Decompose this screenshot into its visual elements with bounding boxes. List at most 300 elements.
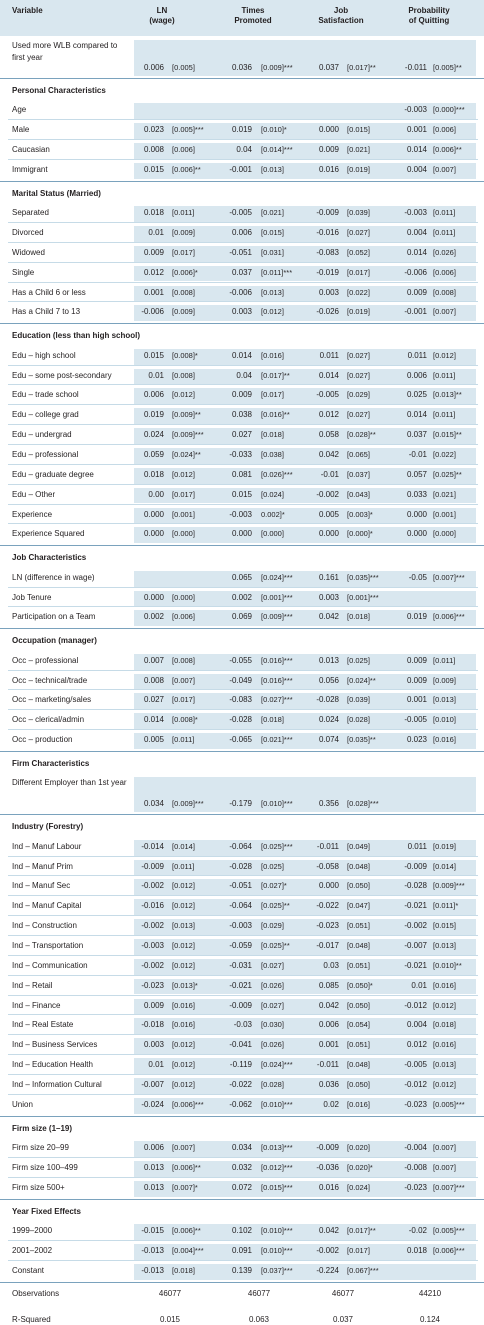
standard-error: [0.005]: [172, 62, 195, 72]
coefficient: -0.021: [404, 960, 427, 970]
section-divider: [0, 814, 484, 815]
coefficient: 0.069: [231, 612, 252, 622]
coefficient: 0.000: [318, 125, 339, 135]
coefficient: -0.179: [229, 799, 252, 809]
standard-error: [0.011]: [433, 370, 456, 380]
row-label: Occ – professional: [12, 655, 79, 665]
standard-error: [0.051]: [347, 921, 370, 931]
standard-error: [0.010]**: [433, 960, 462, 970]
standard-error: [0.017]: [347, 267, 370, 277]
cell-shade: [134, 571, 224, 587]
coefficient: 0.139: [231, 1265, 252, 1275]
section-title: Education (less than high school): [12, 331, 141, 341]
section-divider: [0, 323, 484, 324]
coefficient: 0.003: [231, 307, 252, 317]
row-rule: [8, 444, 478, 445]
coefficient: 0.014: [406, 247, 427, 257]
coefficient: -0.051: [229, 247, 252, 257]
coefficient: 0.009: [406, 287, 427, 297]
coefficient: 0.000: [143, 592, 164, 602]
row-rule: [8, 1074, 478, 1075]
standard-error: [0.006]: [433, 267, 456, 277]
coefficient: 0.04: [236, 144, 252, 154]
coefficient: -0.003: [404, 105, 427, 115]
row-rule: [8, 262, 478, 263]
standard-error: [0.015]: [261, 227, 284, 237]
coefficient: -0.006: [141, 307, 164, 317]
coefficient: 0.042: [318, 449, 339, 459]
coefficient: 0.006: [143, 390, 164, 400]
coefficient: 0.000: [318, 881, 339, 891]
cell-shade: [304, 103, 398, 119]
standard-error: [0.024]: [347, 1182, 370, 1192]
coefficient: 0.015: [231, 489, 252, 499]
standard-error: [0.007]*: [172, 1182, 198, 1192]
coefficient: 0.074: [318, 735, 339, 745]
coefficient: 0.027: [143, 695, 164, 705]
coefficient: -0.009: [141, 861, 164, 871]
section-divider: [0, 1116, 484, 1117]
coefficient: 0.024: [143, 430, 164, 440]
coefficient: 0.009: [143, 1000, 164, 1010]
cell-shade: [224, 103, 304, 119]
standard-error: [0.021]***: [261, 735, 293, 745]
coefficient: -0.007: [141, 1079, 164, 1089]
row-rule: [8, 955, 478, 956]
standard-error: [0.024]***: [261, 572, 293, 582]
standard-error: [0.011]***: [261, 267, 293, 277]
header-line: of Quitting: [408, 16, 450, 25]
header-variable: Variable: [12, 6, 43, 15]
coefficient: 0.000: [143, 529, 164, 539]
standard-error: [0.018]: [261, 715, 284, 725]
standard-error: [0.007]***: [433, 1182, 465, 1192]
coefficient: 0.000: [143, 509, 164, 519]
header-line: Times: [241, 6, 265, 15]
coefficient: 0.004: [406, 227, 427, 237]
row-label: Occ – production: [12, 735, 73, 745]
coefficient: -0.023: [316, 921, 339, 931]
coefficient: -0.028: [316, 695, 339, 705]
row-rule: [8, 1094, 478, 1095]
row-rule: [8, 119, 478, 120]
coefficient: 0.009: [318, 144, 339, 154]
row-rule: [8, 935, 478, 936]
standard-error: [0.028]: [261, 1079, 284, 1089]
coefficient: 0.001: [406, 125, 427, 135]
row-label: Single: [12, 267, 35, 277]
row-label: Experience Squared: [12, 529, 85, 539]
standard-error: [0.009]***: [261, 62, 293, 72]
standard-error: [0.016]***: [261, 675, 293, 685]
coefficient: 0.065: [231, 572, 252, 582]
coefficient: -0.055: [229, 655, 252, 665]
row-label: Separated: [12, 208, 49, 218]
standard-error: [0.007]: [172, 1143, 195, 1153]
standard-error: [0.013]: [433, 940, 456, 950]
standard-error: [0.067]***: [347, 1265, 379, 1275]
row-rule: [8, 464, 478, 465]
standard-error: [0.021]: [261, 208, 284, 218]
standard-error: [0.005]***: [172, 125, 204, 135]
row-label: Ind – Transportation: [12, 940, 84, 950]
standard-error: [0.024]**: [347, 675, 376, 685]
coefficient: 0.005: [318, 509, 339, 519]
standard-error: [0.005]***: [433, 1099, 465, 1109]
coefficient: 0.015: [143, 350, 164, 360]
coefficient: -0.062: [229, 1099, 252, 1109]
row-label: Edu – undergrad: [12, 430, 72, 440]
coefficient: 0.002: [143, 612, 164, 622]
standard-error: [0.050]*: [347, 980, 373, 990]
row-label: Ind – Business Services: [12, 1040, 98, 1050]
standard-error: [0.012]: [172, 901, 195, 911]
coefficient: -0.023: [141, 980, 164, 990]
standard-error: [0.020]: [347, 1143, 370, 1153]
row-label: Experience: [12, 509, 53, 519]
standard-error: [0.015]**: [433, 430, 462, 440]
coefficient: 0.081: [231, 469, 252, 479]
stat-value: 44210: [418, 1288, 442, 1298]
standard-error: [0.006]: [172, 612, 195, 622]
coefficient: 0.012: [318, 410, 339, 420]
row-label: Occ – technical/trade: [12, 675, 88, 685]
coefficient: -0.049: [229, 675, 252, 685]
coefficient: -0.005: [404, 1060, 427, 1070]
section-title: Marital Status (Married): [12, 188, 101, 198]
section-title: Firm Characteristics: [12, 759, 90, 768]
standard-error: [0.027]: [261, 1000, 284, 1010]
row-rule: [8, 689, 478, 690]
standard-error: [0.009]: [433, 675, 456, 685]
row-label: Ind – Manuf Labour: [12, 841, 82, 851]
standard-error: [0.027]: [347, 227, 370, 237]
stat-value: 46077: [158, 1288, 182, 1298]
coefficient: 0.009: [143, 247, 164, 257]
coefficient: 0.042: [318, 612, 339, 622]
coefficient: -0.083: [229, 695, 252, 705]
row-label: 1999–2000: [12, 1226, 53, 1236]
coefficient: 0.037: [406, 430, 427, 440]
row-label: Has a Child 6 or less: [12, 287, 86, 297]
standard-error: [0.001]***: [347, 592, 379, 602]
coefficient: -0.003: [141, 940, 164, 950]
standard-error: [0.048]: [347, 1060, 370, 1070]
standard-error: [0.007]: [172, 675, 195, 685]
standard-error: [0.014]: [433, 861, 456, 871]
coefficient: 0.009: [406, 675, 427, 685]
row-rule: [8, 1034, 478, 1035]
row-label: Edu – professional: [12, 449, 79, 459]
coefficient: 0.058: [318, 430, 339, 440]
row-rule: [8, 504, 478, 505]
coefficient: 0.014: [406, 144, 427, 154]
coefficient: 0.019: [143, 410, 164, 420]
coefficient: 0.001: [318, 1040, 339, 1050]
standard-error: [0.024]: [261, 489, 284, 499]
standard-error: [0.011]: [433, 227, 456, 237]
row-label: Occ – marketing/sales: [12, 695, 92, 705]
standard-error: [0.035]**: [347, 735, 376, 745]
coefficient: -0.224: [316, 1265, 339, 1275]
coefficient: 0.006: [318, 1020, 339, 1030]
standard-error: [0.010]*: [261, 125, 287, 135]
coefficient: 0.034: [231, 1143, 252, 1153]
standard-error: [0.013]: [261, 164, 284, 174]
header-line: (wage): [149, 16, 175, 25]
row-rule: [8, 856, 478, 857]
row-label: Edu – high school: [12, 350, 76, 360]
standard-error: [0.027]: [347, 410, 370, 420]
standard-error: [0.005]***: [433, 1226, 465, 1236]
standard-error: [0.010]***: [261, 1246, 293, 1255]
stat-value: 46077: [247, 1288, 271, 1298]
standard-error: [0.010]***: [261, 799, 293, 809]
standard-error: [0.018]: [433, 1020, 456, 1030]
coefficient: 0.014: [143, 715, 164, 725]
standard-error: [0.007]: [433, 1162, 456, 1172]
standard-error: [0.050]: [347, 1000, 370, 1010]
standard-error: [0.006]**: [172, 1226, 201, 1236]
coefficient: 0.023: [143, 125, 164, 135]
cell-shade: [398, 777, 476, 813]
standard-error: [0.016]**: [261, 410, 290, 420]
coefficient: -0.016: [141, 901, 164, 911]
coefficient: -0.023: [404, 1099, 427, 1109]
row-rule: [8, 1240, 478, 1241]
standard-error: [0.031]: [261, 247, 284, 257]
standard-error: [0.009]**: [172, 410, 201, 420]
standard-error: [0.017]: [261, 390, 284, 400]
standard-error: [0.016]: [172, 1000, 195, 1010]
coefficient: 0.033: [406, 489, 427, 499]
standard-error: [0.000]: [172, 529, 195, 539]
row-rule: [8, 587, 478, 588]
coefficient: 0.00: [148, 489, 164, 499]
standard-error: [0.009]: [172, 307, 195, 317]
coefficient: -0.004: [404, 1143, 427, 1153]
header-probability-quitting: [389, 6, 469, 26]
coefficient: -0.059: [229, 940, 252, 950]
standard-error: [0.013]*: [172, 980, 198, 990]
row-label: LN (difference in wage): [12, 572, 95, 582]
row-rule: [8, 1260, 478, 1261]
header-times-promoted: [213, 6, 293, 26]
standard-error: [0.065]: [347, 449, 370, 459]
standard-error: [0.048]: [347, 940, 370, 950]
standard-error: [0.025]: [261, 861, 284, 871]
coefficient: -0.064: [229, 841, 252, 851]
row-label: Participation on a Team: [12, 612, 96, 622]
standard-error: [0.051]: [347, 1040, 370, 1050]
coefficient: 0.014: [231, 350, 252, 360]
standard-error: [0.012]: [172, 940, 195, 950]
coefficient: 0.018: [143, 469, 164, 479]
coefficient: -0.001: [404, 307, 427, 317]
standard-error: [0.016]: [433, 1040, 456, 1050]
standard-error: [0.020]*: [347, 1162, 373, 1172]
row-label: Ind – Manuf Prim: [12, 861, 73, 871]
standard-error: [0.008]: [172, 655, 195, 665]
standard-error: [0.028]***: [347, 799, 379, 809]
coefficient: -0.019: [316, 267, 339, 277]
section-divider: [0, 78, 484, 79]
coefficient: 0.024: [318, 715, 339, 725]
coefficient: -0.011: [316, 841, 339, 851]
standard-error: [0.050]: [347, 1079, 370, 1089]
row-label: Used more WLB compared to first year: [12, 41, 118, 62]
coefficient: -0.002: [141, 921, 164, 931]
standard-error: [0.006]***: [172, 1099, 204, 1109]
coefficient: -0.003: [229, 921, 252, 931]
standard-error: [0.017]**: [347, 1226, 376, 1236]
standard-error: [0.000]: [261, 529, 284, 539]
coefficient: 0.009: [231, 390, 252, 400]
row-rule: [8, 895, 478, 896]
standard-error: [0.006]***: [433, 1246, 465, 1255]
standard-error: [0.009]***: [172, 799, 204, 809]
standard-error: [0.039]: [347, 208, 370, 218]
coefficient: -0.006: [404, 267, 427, 277]
standard-error: [0.024]**: [172, 449, 201, 459]
standard-error: [0.013]: [261, 287, 284, 297]
standard-error: [0.011]: [433, 410, 456, 420]
standard-error: [0.037]: [347, 469, 370, 479]
coefficient: 0.000: [406, 529, 427, 539]
row-rule: [8, 222, 478, 223]
row-label: Different Employer than 1st year: [12, 777, 127, 787]
coefficient: 0.01: [148, 227, 164, 237]
coefficient: -0.026: [316, 307, 339, 317]
standard-error: [0.018]: [172, 1265, 195, 1275]
coefficient: -0.003: [229, 509, 252, 519]
row-label: Caucasian: [12, 144, 50, 154]
coefficient: 0.013: [143, 1182, 164, 1192]
standard-error: [0.050]: [347, 881, 370, 891]
standard-error: [0.024]***: [261, 1060, 293, 1070]
coefficient: 0.023: [406, 735, 427, 745]
row-label: Union: [12, 1099, 33, 1109]
stat-label: Observations: [12, 1288, 60, 1298]
row-label: Ind – Real Estate: [12, 1020, 74, 1030]
coefficient: -0.002: [316, 1246, 339, 1255]
standard-error: 0.002]*: [261, 509, 285, 519]
standard-error: [0.003]*: [347, 509, 373, 519]
coefficient: 0.091: [231, 1246, 252, 1255]
header-job-satisfaction: [301, 6, 381, 26]
row-rule: [8, 365, 478, 366]
standard-error: [0.030]: [261, 1020, 284, 1030]
coefficient: 0.000: [406, 509, 427, 519]
coefficient: 0.001: [406, 695, 427, 705]
standard-error: [0.006]: [172, 144, 195, 154]
coefficient: -0.012: [404, 1000, 427, 1010]
standard-error: [0.015]: [347, 125, 370, 135]
coefficient: -0.009: [229, 1000, 252, 1010]
standard-error: [0.000]*: [347, 529, 373, 539]
header-ln-wage: [122, 6, 202, 26]
coefficient: 0.003: [143, 1040, 164, 1050]
coefficient: -0.119: [229, 1060, 252, 1070]
coefficient: 0.016: [318, 164, 339, 174]
coefficient: -0.009: [316, 208, 339, 218]
coefficient: 0.003: [318, 592, 339, 602]
coefficient: 0.038: [231, 410, 252, 420]
row-rule: [8, 670, 478, 671]
standard-error: [0.017]: [172, 247, 195, 257]
standard-error: [0.008]: [172, 370, 195, 380]
coefficient: 0.011: [407, 841, 427, 851]
row-label: Firm size 100–499: [12, 1162, 78, 1172]
row-label: Divorced: [12, 227, 44, 237]
row-rule: [8, 159, 478, 160]
coefficient: -0.015: [141, 1226, 164, 1236]
stat-value: 0.037: [332, 1314, 354, 1324]
coefficient: 0.037: [318, 62, 339, 72]
section-title: Occupation (manager): [12, 636, 97, 646]
coefficient: 0.161: [318, 572, 339, 582]
coefficient: 0.018: [143, 208, 164, 218]
standard-error: [0.011]: [433, 208, 456, 218]
coefficient: 0.008: [143, 144, 164, 154]
coefficient: -0.01: [320, 469, 339, 479]
standard-error: [0.007]: [433, 164, 456, 174]
standard-error: [0.017]: [347, 1246, 370, 1255]
standard-error: [0.035]***: [347, 572, 379, 582]
table-header: [0, 0, 484, 36]
standard-error: [0.047]: [347, 901, 370, 911]
standard-error: [0.025]***: [261, 841, 293, 851]
stat-value: 0.124: [419, 1314, 441, 1324]
coefficient: 0.000: [318, 529, 339, 539]
row-rule: [8, 729, 478, 730]
standard-error: [0.018]: [261, 430, 284, 440]
coefficient: 0.02: [323, 1099, 339, 1109]
coefficient: 0.012: [143, 267, 164, 277]
row-rule: [8, 424, 478, 425]
coefficient: 0.018: [406, 1246, 427, 1255]
standard-error: [0.011]: [172, 735, 195, 745]
coefficient: -0.002: [141, 960, 164, 970]
standard-error: [0.012]: [433, 1000, 456, 1010]
standard-error: [0.000]: [172, 592, 195, 602]
row-label: Widowed: [12, 247, 45, 257]
section-divider: [0, 751, 484, 752]
coefficient: -0.012: [404, 1079, 427, 1089]
standard-error: [0.029]: [347, 390, 370, 400]
coefficient: 0.032: [231, 1162, 252, 1172]
section-title: Industry (Forestry): [12, 822, 84, 832]
coefficient: -0.041: [229, 1040, 252, 1050]
standard-error: [0.015]***: [261, 1182, 293, 1192]
row-rule: [8, 709, 478, 710]
standard-error: [0.017]: [172, 489, 195, 499]
row-rule: [8, 301, 478, 302]
row-label: Job Tenure: [12, 592, 52, 602]
coefficient: 0.037: [231, 267, 252, 277]
coefficient: 0.004: [406, 1020, 427, 1030]
section-divider: [0, 628, 484, 629]
standard-error: [0.039]: [347, 695, 370, 705]
standard-error: [0.048]: [347, 861, 370, 871]
row-label: Constant: [12, 1265, 45, 1275]
coefficient: 0.03: [323, 960, 339, 970]
standard-error: [0.000]***: [433, 105, 465, 115]
standard-error: [0.021]: [347, 144, 370, 154]
standard-error: [0.013]**: [433, 390, 462, 400]
row-rule: [8, 484, 478, 485]
row-rule: [8, 404, 478, 405]
